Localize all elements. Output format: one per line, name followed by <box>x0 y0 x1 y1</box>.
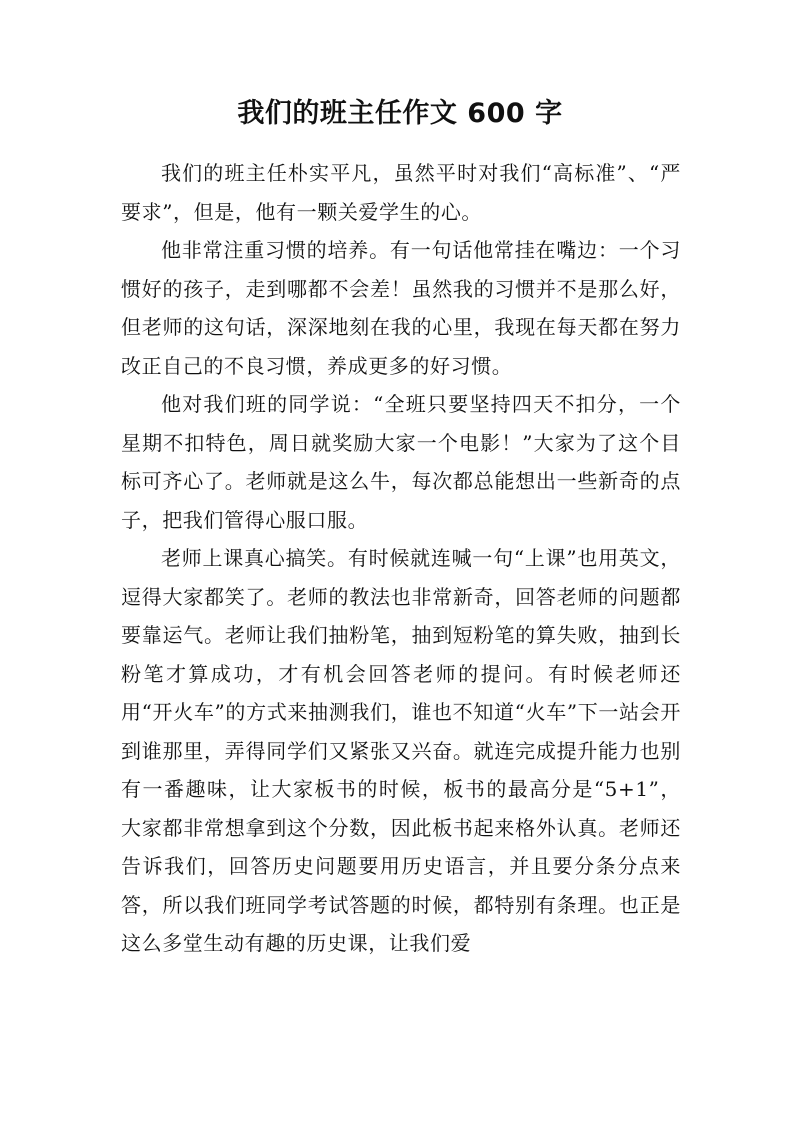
paragraph-1: 我们的班主任朴实平凡，虽然平时对我们“高标准”、“严要求”，但是，他有一颗关爱学生的心。 <box>121 161 681 224</box>
paragraph-2: 他非常注重习惯的培养。有一句话他常挂在嘴边：一个习惯好的孩子，走到哪都不会差！虽然我的习惯并不是那么好，但老师的这句话，深深地刻在我的心里，我现在每天都在努力改正自己的不良习惯，养成更多的好习惯。 <box>121 238 681 378</box>
document-body <box>121 154 681 963</box>
paragraph-3: 他对我们班的同学说：“全班只要坚持四天不扣分，一个星期不扣特色，周日就奖励大家一个电影！”大家为了这个目标可齐心了。老师就是这么牛，每次都总能想出一些新奇的点子，把我们管得心服口服。 <box>121 392 681 532</box>
paragraph-4: 老师上课真心搞笑。有时候就连喊一句“上课”也用英文，逗得大家都笑了。老师的教法也非常新奇，回答老师的问题都要靠运气。老师让我们抽粉笔，抽到短粉笔的算失败，抽到长粉笔才算成功，才有机会回答老师的提问。有时候老师还用“开火车”的方式来抽测我们，谁也不知道“火车”下一站会开到谁那里，弄得同学们又紧张又兴奋。就连完成提升能力也别有一番趣味，让大家板书的时候，板书的最高分是“5+1”，大家都非常想拿到这个分数，因此板书起来格外认真。老师还告诉我们，回答历史问题要用历史语言，并且要分条分点来答，所以我们班同学考试答题的时候，都特别有条理。也正是这么多堂生动有趣的历史课，让我们爱 <box>121 546 681 955</box>
document-title: 我们的班主任作文 600 字 <box>237 98 563 129</box>
